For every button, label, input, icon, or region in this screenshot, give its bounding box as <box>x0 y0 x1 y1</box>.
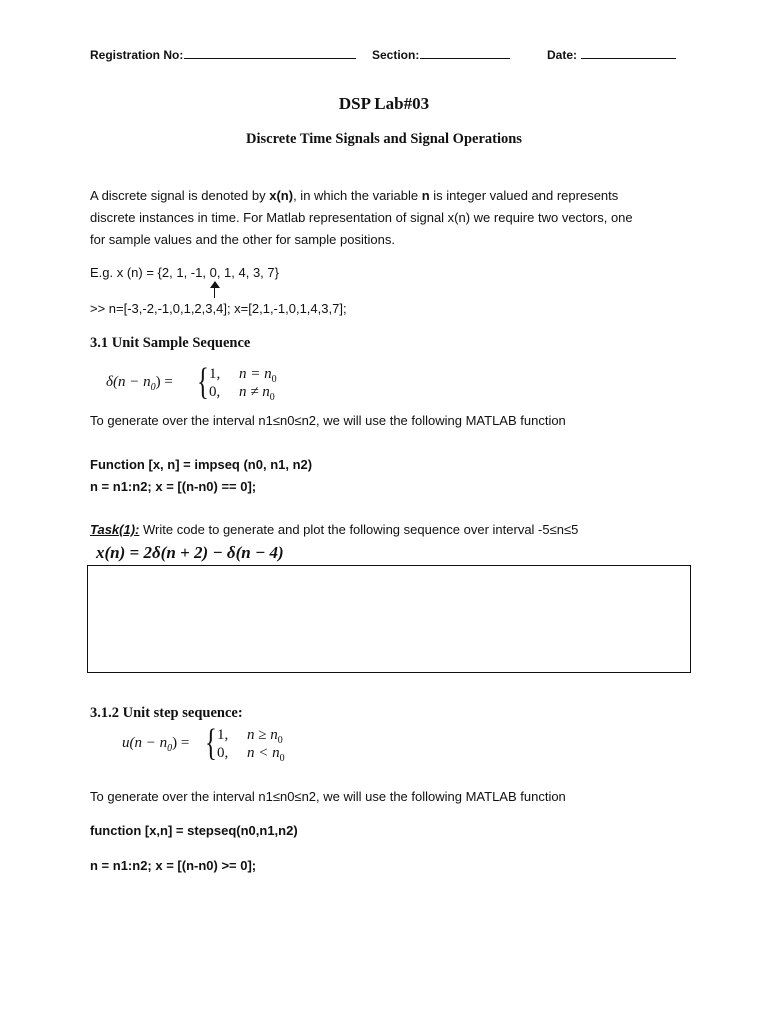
unit-sample-lhs: $\delta(n - n_0)$ = <box>106 374 173 393</box>
matlab-example-line: >> n=[-3,-2,-1,0,1,2,3,4]; x=[2,1,-1,0,1,4,3,7]; <box>90 301 347 316</box>
zero-index-arrow <box>214 284 215 298</box>
page-subtitle: Discrete Time Signals and Signal Operations <box>246 131 522 147</box>
stepseq-code-line: n = n1:n2; x = [(n-n0) >= 0]; <box>90 858 257 873</box>
task1-answer-box[interactable] <box>87 565 691 673</box>
section-31-heading: 3.1 Unit Sample Sequence <box>90 335 251 351</box>
task1-text: Write code to generate and plot the following sequence over interval -5≤n≤5 <box>139 522 579 537</box>
unit-sample-case-2: 0, $n \ne n_0$ <box>209 384 275 403</box>
task1-equation: x(n) = 2δ(n + 2) − δ(n − 4) <box>96 543 284 562</box>
example-line: E.g. x (n) = {2, 1, -1, 0, 1, 4, 3, 7} <box>90 265 279 280</box>
task1-label: Task(1): <box>90 522 140 537</box>
unit-step-lhs: $u(n - n_0)$ = <box>122 735 190 754</box>
intro-n: n <box>421 188 430 203</box>
unit-step-brace: { <box>205 722 217 764</box>
intro-line-3: for sample values and the other for sample positions. <box>90 232 395 247</box>
intro-text-b: , in which the variable <box>293 188 422 203</box>
intro-xn: x(n) <box>269 188 294 203</box>
section-blank <box>420 46 510 59</box>
intro-line-1 <box>90 185 618 207</box>
section-field <box>372 46 510 62</box>
date-blank <box>581 46 676 59</box>
date-label: Date: <box>547 48 581 62</box>
intro-text-c: is integer valued and represents <box>429 188 619 203</box>
impseq-code-line: n = n1:n2; x = [(n-n0) == 0]; <box>90 479 257 494</box>
impseq-function-line: Function [x, n] = impseq (n0, n1, n2) <box>90 457 313 472</box>
unit-sample-case-1: 1, $n = n_0$ <box>209 366 277 385</box>
section-31-generate-text: To generate over the interval n1≤n0≤n2, we will use the following MATLAB function <box>90 413 566 428</box>
registration-blank <box>184 46 356 59</box>
intro-line-2: discrete instances in time. For Matlab representation of signal x(n) we require two vectors, one <box>90 210 633 225</box>
stepseq-function-line: function [x,n] = stepseq(n0,n1,n2) <box>90 823 298 838</box>
intro-text-a: A discrete signal is denoted by <box>90 188 270 203</box>
registration-label: Registration No: <box>90 48 184 62</box>
page-title: DSP Lab#03 <box>338 94 430 113</box>
unit-step-case-1: 1, $n \ge n_0$ <box>217 727 283 746</box>
registration-field <box>90 46 356 62</box>
unit-sample-brace: { <box>197 361 209 403</box>
task1-line <box>90 519 578 541</box>
zero-index-arrow-head <box>210 281 220 288</box>
section-312-generate-text: To generate over the interval n1≤n0≤n2, we will use the following MATLAB function <box>90 789 566 804</box>
section-312-heading: 3.1.2 Unit step sequence: <box>90 705 243 721</box>
unit-step-case-2: 0, $n < n_0$ <box>217 745 285 764</box>
date-field <box>547 46 676 62</box>
section-label: Section: <box>372 48 420 62</box>
